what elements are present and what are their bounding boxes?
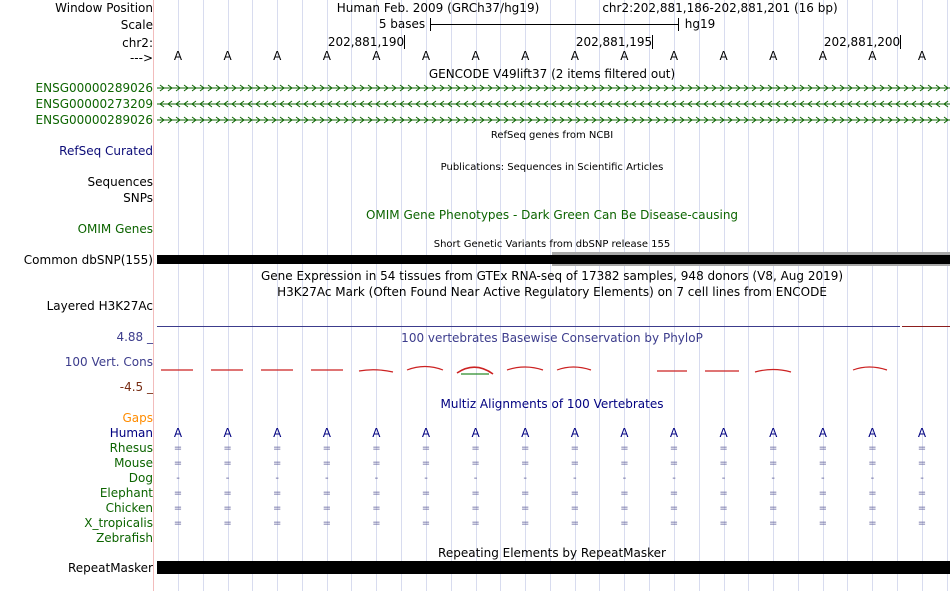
alignment-base: =	[570, 443, 579, 454]
alignment-base: =	[620, 458, 629, 469]
alignment-base: =	[719, 503, 728, 514]
base-letter: A	[868, 49, 877, 63]
base-letter: A	[570, 49, 579, 63]
alignment-base: A	[719, 426, 728, 440]
alignment-base: -	[920, 473, 924, 484]
alignment-base: A	[769, 426, 778, 440]
alignment-base: A	[471, 426, 480, 440]
alignment-base: -	[275, 473, 279, 484]
alignment-base: A	[223, 426, 232, 440]
alignment-base: =	[322, 458, 331, 469]
species-label-chicken[interactable]: Chicken	[105, 501, 153, 515]
alignment-base: =	[471, 503, 480, 514]
base-letter: A	[620, 49, 629, 63]
assembly-title: Human Feb. 2009 (GRCh37/hg19)	[336, 1, 540, 15]
multiz-title[interactable]: Multiz Alignments of 100 Vertebrates	[440, 397, 664, 411]
base-letter: A	[421, 49, 431, 63]
alignment-base: A	[620, 426, 629, 440]
gencode-item-3-label[interactable]: ENSG00000289026	[35, 113, 153, 127]
alignment-base: =	[372, 443, 381, 454]
alignment-base: =	[868, 503, 877, 514]
alignment-base: =	[421, 458, 431, 469]
alignment-base: -	[672, 473, 676, 484]
gencode-item-2-label[interactable]: ENSG00000273209	[35, 97, 153, 111]
species-label-elephant[interactable]: Elephant	[99, 486, 153, 500]
base-letter: A	[471, 49, 480, 63]
alignment-base: A	[818, 426, 827, 440]
h3k27ac-signal-line-end	[902, 326, 950, 327]
alignment-base: =	[471, 443, 480, 454]
repeatmasker-feature-block[interactable]	[157, 561, 950, 574]
base-letter: A	[769, 49, 778, 63]
alignment-base: -	[374, 473, 379, 484]
alignment-base: =	[223, 488, 232, 499]
alignment-base: A	[669, 426, 679, 440]
alignment-base: =	[272, 518, 282, 529]
alignment-base: A	[273, 426, 282, 440]
alignment-base: =	[768, 518, 778, 529]
h3k27ac-label[interactable]: Layered H3K27Ac	[46, 299, 153, 313]
alignment-base: =	[669, 488, 679, 499]
alignment-base: =	[818, 458, 827, 469]
gaps-label[interactable]: Gaps	[122, 411, 153, 425]
h3k27ac-title[interactable]: H3K27Ac Mark (Often Found Near Active Regulatory Elements) on 7 cell lines from ENCODE	[277, 285, 827, 299]
alignment-base: =	[272, 503, 282, 514]
alignment-base: =	[620, 443, 629, 454]
alignment-base: =	[620, 503, 629, 514]
alignment-base: =	[818, 488, 827, 499]
alignment-base: =	[471, 518, 480, 529]
dbsnp-title[interactable]: Short Genetic Variants from dbSNP release 155	[433, 239, 671, 250]
alignment-base: =	[322, 443, 331, 454]
alignment-base: A	[868, 426, 877, 440]
phylop-signal[interactable]	[157, 358, 950, 382]
alignment-base: -	[572, 473, 577, 484]
gencode-item-1-label[interactable]: ENSG00000289026	[35, 81, 153, 95]
scale-bar-end-left	[430, 18, 431, 31]
alignment-base: =	[421, 488, 431, 499]
base-letter: A	[917, 49, 927, 63]
strand-arrow-label: --->	[129, 51, 153, 65]
alignment-base: =	[768, 443, 778, 454]
h3k27ac-signal-line	[157, 326, 900, 327]
alignment-base: =	[223, 458, 232, 469]
alignment-base: =	[719, 488, 728, 499]
alignment-base: -	[324, 473, 329, 484]
alignment-base: =	[768, 488, 778, 499]
alignment-base: =	[272, 443, 282, 454]
omim-label[interactable]: OMIM Genes	[77, 222, 153, 236]
alignment-base: =	[421, 443, 431, 454]
scale-bar	[430, 24, 678, 25]
alignment-base: -	[473, 473, 478, 484]
gencode-title[interactable]: GENCODE V49lift37 (2 items filtered out)	[428, 67, 676, 81]
base-letter: A	[322, 49, 331, 63]
alignment-base: -	[424, 473, 428, 484]
alignment-base: =	[272, 458, 282, 469]
alignment-base: =	[719, 443, 728, 454]
coord-tick-2	[652, 35, 653, 49]
alignment-base: A	[570, 426, 579, 440]
alignment-base: A	[372, 426, 381, 440]
label-separator	[153, 0, 154, 591]
alignment-base: =	[719, 458, 728, 469]
scale-bar-end-right	[678, 18, 679, 31]
alignment-base: =	[322, 518, 331, 529]
dbsnp-label[interactable]: Common dbSNP(155)	[23, 253, 153, 267]
repeatmasker-label[interactable]: RepeatMasker	[67, 561, 153, 575]
base-letter: A	[372, 49, 381, 63]
alignment-base: =	[669, 503, 679, 514]
alignment-base: =	[620, 518, 629, 529]
alignment-base: -	[622, 473, 627, 484]
coord-tick-1	[404, 35, 405, 49]
phylop-title[interactable]: 100 vertebrates Basewise Conservation by PhyloP	[401, 331, 703, 345]
alignment-base: =	[719, 518, 728, 529]
alignment-base: =	[868, 458, 877, 469]
chrom-label: chr2:	[122, 36, 153, 50]
alignment-base: =	[520, 443, 530, 454]
alignment-base: =	[372, 503, 381, 514]
species-label-dog[interactable]: Dog	[128, 471, 153, 485]
omim-title[interactable]: OMIM Gene Phenotypes - Dark Green Can Be Disease-causing	[365, 208, 739, 222]
alignment-base: =	[818, 518, 827, 529]
position-text: chr2:202,881,186-202,881,201 (16 bp)	[602, 1, 838, 15]
scale-label: Scale	[120, 18, 153, 32]
alignment-base: =	[372, 488, 381, 499]
alignment-base: -	[523, 473, 527, 484]
base-letter: A	[173, 49, 183, 63]
alignment-base: =	[471, 458, 480, 469]
repeatmasker-title[interactable]: Repeating Elements by RepeatMasker	[438, 546, 666, 560]
phylop-max-label: 4.88 _	[116, 330, 153, 344]
alignment-base: =	[173, 488, 183, 499]
alignment-base: =	[372, 458, 381, 469]
alignment-base: =	[421, 503, 431, 514]
db-label: hg19	[684, 17, 716, 31]
alignment-base: -	[721, 473, 726, 484]
alignment-base: =	[223, 443, 232, 454]
species-label-mouse[interactable]: Mouse	[114, 456, 153, 470]
alignment-base: =	[322, 488, 331, 499]
species-label-rhesus[interactable]: Rhesus	[109, 441, 153, 455]
snps-label[interactable]: SNPs	[123, 191, 153, 205]
alignment-base: =	[818, 443, 827, 454]
alignment-base: =	[223, 503, 232, 514]
sequences-label[interactable]: Sequences	[87, 175, 153, 189]
alignment-base: =	[917, 458, 927, 469]
species-label-x_tropicalis[interactable]: X_tropicalis	[84, 516, 153, 530]
refseq-label[interactable]: RefSeq Curated	[59, 144, 153, 158]
refseq-title[interactable]: RefSeq genes from NCBI	[490, 130, 614, 141]
alignment-base: A	[421, 426, 431, 440]
alignment-base: =	[173, 518, 183, 529]
alignment-base: =	[223, 518, 232, 529]
coord-tick-3	[900, 35, 901, 49]
alignment-base: =	[322, 503, 331, 514]
alignment-base: =	[173, 503, 183, 514]
base-letter: A	[818, 49, 827, 63]
alignment-base: =	[620, 488, 629, 499]
alignment-base: =	[570, 503, 579, 514]
alignment-base: =	[868, 488, 877, 499]
alignment-base: =	[669, 443, 679, 454]
dbsnp-feature-block[interactable]	[157, 255, 950, 264]
alignment-base: =	[917, 503, 927, 514]
alignment-base: =	[272, 488, 282, 499]
alignment-base: =	[669, 518, 679, 529]
scale-bar-label: 5 bases	[378, 17, 426, 31]
alignment-base: =	[917, 488, 927, 499]
alignment-base: =	[570, 518, 579, 529]
alignment-base: =	[868, 518, 877, 529]
alignment-base: =	[520, 458, 530, 469]
alignment-base: =	[917, 518, 927, 529]
alignment-base: =	[768, 503, 778, 514]
alignment-base: =	[669, 458, 679, 469]
alignment-base: =	[570, 458, 579, 469]
base-letter: A	[669, 49, 679, 63]
alignment-base: -	[771, 473, 775, 484]
alignment-base: =	[421, 518, 431, 529]
alignment-base: A	[917, 426, 927, 440]
publications-title[interactable]: Publications: Sequences in Scientific Articles	[440, 162, 664, 173]
alignment-base: =	[520, 488, 530, 499]
phylop-label[interactable]: 100 Vert. Cons	[64, 355, 153, 369]
alignment-base: A	[521, 426, 530, 440]
gencode-item-3-feature[interactable]	[157, 114, 950, 126]
base-letter: A	[521, 49, 530, 63]
base-letter: A	[273, 49, 282, 63]
alignment-base: =	[372, 518, 381, 529]
window-position-label: Window Position	[55, 1, 153, 15]
alignment-base: A	[322, 426, 331, 440]
alignment-base: =	[173, 443, 183, 454]
alignment-base: A	[173, 426, 183, 440]
alignment-base: -	[820, 473, 825, 484]
phylop-min-label: -4.5 _	[119, 380, 153, 394]
gencode-item-1-feature[interactable]	[157, 82, 950, 94]
alignment-base: =	[768, 458, 778, 469]
alignment-base: =	[868, 443, 877, 454]
gtex-title[interactable]: Gene Expression in 54 tissues from GTEx RNA-seq of 17382 samples, 948 donors (V8, Aug 2019)	[260, 269, 844, 283]
base-letter: A	[223, 49, 232, 63]
alignment-base: =	[173, 458, 183, 469]
alignment-base: =	[917, 443, 927, 454]
alignment-base: =	[570, 488, 579, 499]
gencode-item-2-feature[interactable]	[157, 98, 950, 110]
alignment-base: =	[471, 488, 480, 499]
coord-3: 202,881,200	[823, 35, 901, 49]
coord-2: 202,881,195	[575, 35, 653, 49]
base-letter: A	[719, 49, 728, 63]
alignment-base: =	[520, 503, 530, 514]
alignment-base: -	[870, 473, 875, 484]
species-label-zebrafish[interactable]: Zebrafish	[96, 531, 153, 545]
alignment-base: =	[520, 518, 530, 529]
alignment-base: =	[818, 503, 827, 514]
alignment-base: -	[225, 473, 230, 484]
species-label-human[interactable]: Human	[109, 426, 153, 440]
alignment-base: -	[176, 473, 180, 484]
coord-1: 202,881,190	[327, 35, 405, 49]
